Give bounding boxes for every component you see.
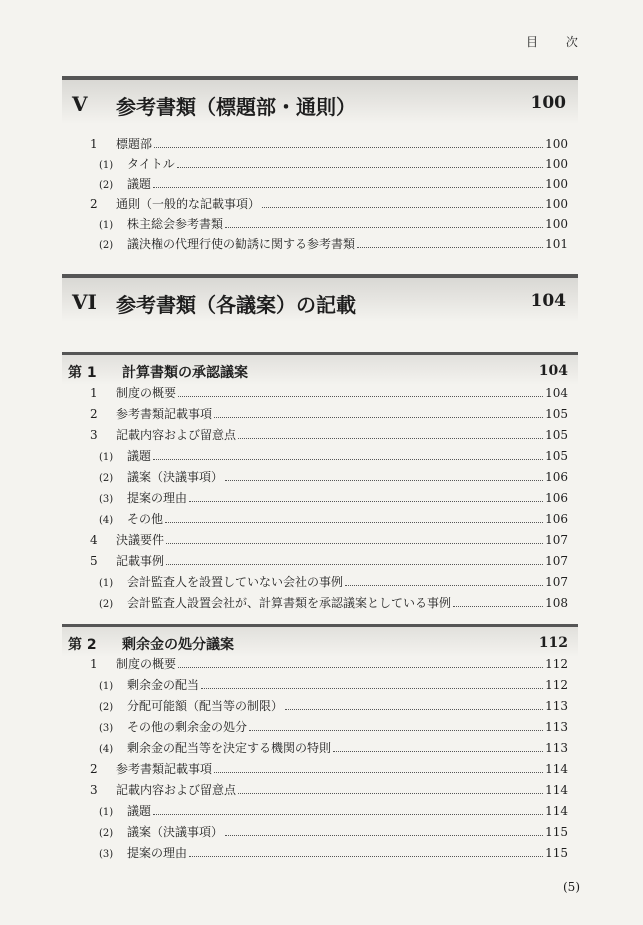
toc-entry[interactable] bbox=[90, 552, 568, 572]
leader-dots bbox=[189, 501, 543, 502]
leader-dots bbox=[153, 187, 543, 188]
section-title: 計算書類の承認議案 bbox=[122, 365, 248, 381]
leader-dots bbox=[262, 207, 543, 208]
entry-number: 3 bbox=[90, 783, 98, 797]
leader-dots bbox=[249, 730, 543, 731]
entry-title: 議題 bbox=[127, 449, 152, 463]
entry-number: (4) bbox=[99, 515, 114, 526]
toc-entry[interactable] bbox=[90, 135, 568, 155]
toc-entry[interactable] bbox=[99, 468, 568, 488]
entry-page: 106 bbox=[545, 470, 568, 484]
entry-title: 制度の概要 bbox=[116, 657, 177, 671]
entry-page: 107 bbox=[545, 554, 568, 568]
entry-page: 114 bbox=[545, 762, 568, 776]
entry-page: 107 bbox=[545, 575, 568, 589]
entry-number: 2 bbox=[90, 407, 98, 421]
entry-number: (1) bbox=[99, 160, 114, 171]
entry-number: 5 bbox=[90, 554, 98, 568]
entry-number: (4) bbox=[99, 744, 114, 755]
entry-number: (1) bbox=[99, 452, 114, 463]
toc-entry[interactable] bbox=[99, 510, 568, 530]
toc-entry[interactable] bbox=[90, 195, 568, 215]
leader-dots bbox=[238, 438, 543, 439]
entry-title: 分配可能額（配当等の制限） bbox=[127, 699, 284, 713]
entry-page: 114 bbox=[545, 783, 568, 797]
entry-title: 議題 bbox=[127, 177, 152, 191]
section-page: 112 bbox=[538, 635, 568, 651]
leader-dots bbox=[453, 606, 543, 607]
entry-title: 参考書類記載事項 bbox=[116, 407, 213, 421]
entry-number: 3 bbox=[90, 428, 98, 442]
entry-page: 105 bbox=[545, 428, 568, 442]
section-heading-2 bbox=[62, 624, 578, 657]
section-number: 第 1 bbox=[68, 365, 97, 381]
entry-title: 提案の理由 bbox=[127, 846, 188, 860]
section-number: 第 2 bbox=[68, 637, 97, 653]
leader-dots bbox=[333, 751, 543, 752]
entry-title: 制度の概要 bbox=[116, 386, 177, 400]
entry-title: 通則（一般的な記載事項） bbox=[116, 197, 261, 211]
chapter-heading-vi bbox=[62, 274, 578, 322]
toc-entry[interactable] bbox=[99, 718, 568, 738]
toc-entry[interactable] bbox=[99, 823, 568, 843]
entry-page: 106 bbox=[545, 491, 568, 505]
leader-dots bbox=[178, 396, 543, 397]
entry-page: 113 bbox=[545, 720, 568, 734]
entry-page: 105 bbox=[545, 449, 568, 463]
entry-number: (2) bbox=[99, 599, 114, 610]
leader-dots bbox=[153, 814, 543, 815]
toc-entry[interactable] bbox=[90, 405, 568, 425]
entry-title: 記載事例 bbox=[116, 554, 165, 568]
entry-page: 107 bbox=[545, 533, 568, 547]
entry-number: (2) bbox=[99, 473, 114, 484]
entry-number: 1 bbox=[90, 657, 98, 671]
entry-page: 106 bbox=[545, 512, 568, 526]
chapter-title: 参考書類（各議案）の記載 bbox=[116, 293, 356, 317]
entry-title: 剰余金の配当等を決定する機関の特則 bbox=[127, 741, 332, 755]
leader-dots bbox=[201, 688, 543, 689]
toc-entry[interactable] bbox=[99, 235, 568, 255]
leader-dots bbox=[285, 709, 543, 710]
leader-dots bbox=[238, 793, 543, 794]
entry-number: 1 bbox=[90, 386, 98, 400]
entry-page: 112 bbox=[545, 657, 568, 671]
leader-dots bbox=[166, 564, 543, 565]
toc-entry[interactable] bbox=[90, 426, 568, 446]
entry-number: 1 bbox=[90, 137, 98, 151]
chapter-number: V bbox=[72, 92, 88, 116]
entry-number: (2) bbox=[99, 828, 114, 839]
leader-dots bbox=[225, 480, 543, 481]
entry-title: 会計監査人設置会社が、計算書類を承認議案としている事例 bbox=[127, 596, 452, 610]
entry-title: 記載内容および留意点 bbox=[116, 783, 237, 797]
section-title: 剰余金の処分議案 bbox=[122, 637, 234, 653]
entry-page: 115 bbox=[545, 846, 568, 860]
toc-entry[interactable] bbox=[99, 697, 568, 717]
entry-page: 113 bbox=[545, 699, 568, 713]
toc-entry[interactable] bbox=[99, 594, 568, 614]
entry-number: (2) bbox=[99, 180, 114, 191]
leader-dots bbox=[225, 227, 543, 228]
toc-entry[interactable] bbox=[99, 676, 568, 696]
entry-title: タイトル bbox=[127, 157, 175, 171]
entry-number: (3) bbox=[99, 494, 114, 505]
entry-title: 記載内容および留意点 bbox=[116, 428, 237, 442]
entry-title: 議案（決議事項） bbox=[127, 825, 224, 839]
chapter-band bbox=[62, 80, 578, 124]
entry-number: (3) bbox=[99, 723, 114, 734]
entry-page: 108 bbox=[545, 596, 568, 610]
toc-entry[interactable] bbox=[99, 573, 568, 593]
toc-entry[interactable] bbox=[90, 655, 568, 675]
entry-page: 115 bbox=[545, 825, 568, 839]
leader-dots bbox=[154, 147, 543, 148]
toc-entry[interactable] bbox=[99, 489, 568, 509]
entry-number: 4 bbox=[90, 533, 98, 547]
entry-title: その他の剰余金の処分 bbox=[127, 720, 248, 734]
leader-dots bbox=[153, 459, 543, 460]
chapter-heading-v bbox=[62, 76, 578, 124]
leader-dots bbox=[177, 167, 543, 168]
entry-number: (1) bbox=[99, 807, 114, 818]
toc-entry[interactable] bbox=[99, 802, 568, 822]
toc-entry[interactable] bbox=[90, 781, 568, 801]
entry-title: 標題部 bbox=[116, 137, 153, 151]
toc-entry[interactable] bbox=[99, 175, 568, 195]
toc-entry[interactable] bbox=[99, 447, 568, 467]
entry-page: 100 bbox=[545, 217, 568, 231]
entry-title: 参考書類記載事項 bbox=[116, 762, 213, 776]
leader-dots bbox=[345, 585, 543, 586]
entry-page: 104 bbox=[545, 386, 568, 400]
leader-dots bbox=[214, 772, 543, 773]
section-band bbox=[62, 355, 578, 385]
chapter-page: 100 bbox=[530, 93, 566, 113]
entry-number: (2) bbox=[99, 702, 114, 713]
toc-entry[interactable] bbox=[90, 384, 568, 404]
entry-title: 議題 bbox=[127, 804, 152, 818]
entry-title: 決議要件 bbox=[116, 533, 165, 547]
entry-title: その他 bbox=[127, 512, 164, 526]
entry-title: 提案の理由 bbox=[127, 491, 188, 505]
entry-page: 100 bbox=[545, 157, 568, 171]
entry-page: 100 bbox=[545, 137, 568, 151]
entry-page: 112 bbox=[545, 678, 568, 692]
section-page: 104 bbox=[538, 363, 568, 379]
leader-dots bbox=[189, 856, 543, 857]
toc-entry[interactable] bbox=[90, 760, 568, 780]
entry-page: 105 bbox=[545, 407, 568, 421]
entry-number: 2 bbox=[90, 197, 98, 211]
entry-page: 101 bbox=[545, 237, 568, 251]
entry-number: (1) bbox=[99, 681, 114, 692]
leader-dots bbox=[178, 667, 543, 668]
entry-title: 株主総会参考書類 bbox=[127, 217, 224, 231]
chapter-title: 参考書類（標題部・通則） bbox=[116, 95, 356, 119]
entry-title: 会計監査人を設置していない会社の事例 bbox=[127, 575, 344, 589]
leader-dots bbox=[165, 522, 543, 523]
leader-dots bbox=[357, 247, 543, 248]
entry-page: 100 bbox=[545, 197, 568, 211]
entry-page: 113 bbox=[545, 741, 568, 755]
toc-entry[interactable] bbox=[90, 531, 568, 551]
section-band bbox=[62, 627, 578, 657]
leader-dots bbox=[225, 835, 543, 836]
chapter-band bbox=[62, 278, 578, 322]
entry-page: 100 bbox=[545, 177, 568, 191]
chapter-page: 104 bbox=[530, 291, 566, 311]
leader-dots bbox=[166, 543, 543, 544]
entry-title: 議決権の代理行使の勧誘に関する参考書類 bbox=[127, 237, 356, 251]
leader-dots bbox=[214, 417, 543, 418]
section-heading-1 bbox=[62, 352, 578, 385]
entry-number: (2) bbox=[99, 240, 114, 251]
entry-number: (1) bbox=[99, 578, 114, 589]
entry-title: 剰余金の配当 bbox=[127, 678, 200, 692]
entry-page: 114 bbox=[545, 804, 568, 818]
page-number: (5) bbox=[563, 880, 580, 894]
entry-number: (3) bbox=[99, 849, 114, 860]
toc-entry[interactable] bbox=[99, 155, 568, 175]
running-header: 目 次 bbox=[526, 35, 590, 49]
chapter-number: VI bbox=[72, 290, 97, 314]
toc-entry[interactable] bbox=[99, 844, 568, 864]
entry-number: (1) bbox=[99, 220, 114, 231]
toc-entry[interactable] bbox=[99, 215, 568, 235]
toc-entry[interactable] bbox=[99, 739, 568, 759]
entry-number: 2 bbox=[90, 762, 98, 776]
entry-title: 議案（決議事項） bbox=[127, 470, 224, 484]
